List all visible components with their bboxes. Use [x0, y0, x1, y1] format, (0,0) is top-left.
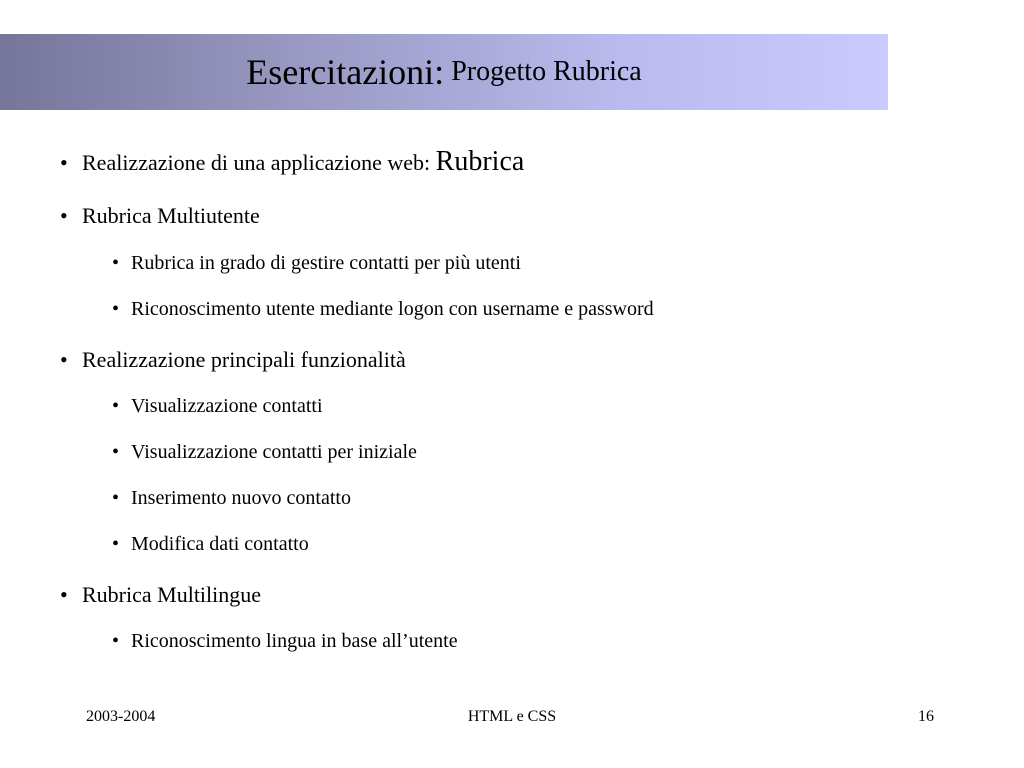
bullet-glyph: • — [112, 298, 120, 320]
bullet-text: Visualizzazione contatti — [131, 395, 323, 417]
bullet-glyph: • — [112, 487, 120, 509]
bullet-text: Rubrica in grado di gestire contatti per più utenti — [131, 252, 521, 274]
sub-bullet-item — [112, 533, 309, 556]
bullet-text: Inserimento nuovo contatto — [131, 487, 351, 509]
bullet-glyph: • — [60, 347, 68, 372]
bullet-text: Rubrica Multilingue — [82, 582, 262, 607]
footer-date: 2003-2004 — [86, 708, 156, 725]
sub-bullet-item — [112, 487, 351, 510]
title-subtitle: Progetto Rubrica — [451, 56, 642, 87]
bullet-text: Modifica dati contatto — [131, 533, 309, 555]
bullet-item — [60, 146, 524, 178]
sub-bullet-item — [112, 395, 323, 418]
bullet-glyph: • — [60, 203, 68, 228]
sub-bullet-item — [112, 630, 458, 653]
bullet-text: Riconoscimento lingua in base all’utente — [131, 630, 458, 652]
bullet-emphasis: Rubrica — [435, 146, 525, 177]
sub-bullet-item — [112, 252, 521, 275]
sub-bullet-item — [112, 441, 417, 464]
bullet-text: Rubrica Multiutente — [82, 203, 260, 228]
bullet-item — [60, 347, 406, 373]
bullet-glyph: • — [112, 441, 120, 463]
bullet-text: Realizzazione principali funzionalità — [82, 347, 406, 372]
bullet-glyph: • — [112, 533, 120, 555]
bullet-glyph: • — [60, 582, 68, 607]
title-main: Esercitazioni: — [246, 52, 445, 92]
sub-bullet-item — [112, 298, 654, 321]
bullet-glyph: • — [112, 395, 120, 417]
bullet-text: Riconoscimento utente mediante logon con username e password — [131, 298, 654, 320]
bullet-text: Visualizzazione contatti per iniziale — [131, 441, 417, 463]
bullet-item — [60, 582, 261, 608]
bullet-item — [60, 203, 260, 229]
bullet-glyph: • — [60, 150, 68, 175]
bullet-text: Realizzazione di una applicazione web: — [82, 150, 431, 175]
bullet-glyph: • — [112, 630, 120, 652]
bullet-glyph: • — [112, 252, 120, 274]
page-number: 16 — [918, 708, 934, 725]
footer-title: HTML e CSS — [467, 708, 557, 725]
